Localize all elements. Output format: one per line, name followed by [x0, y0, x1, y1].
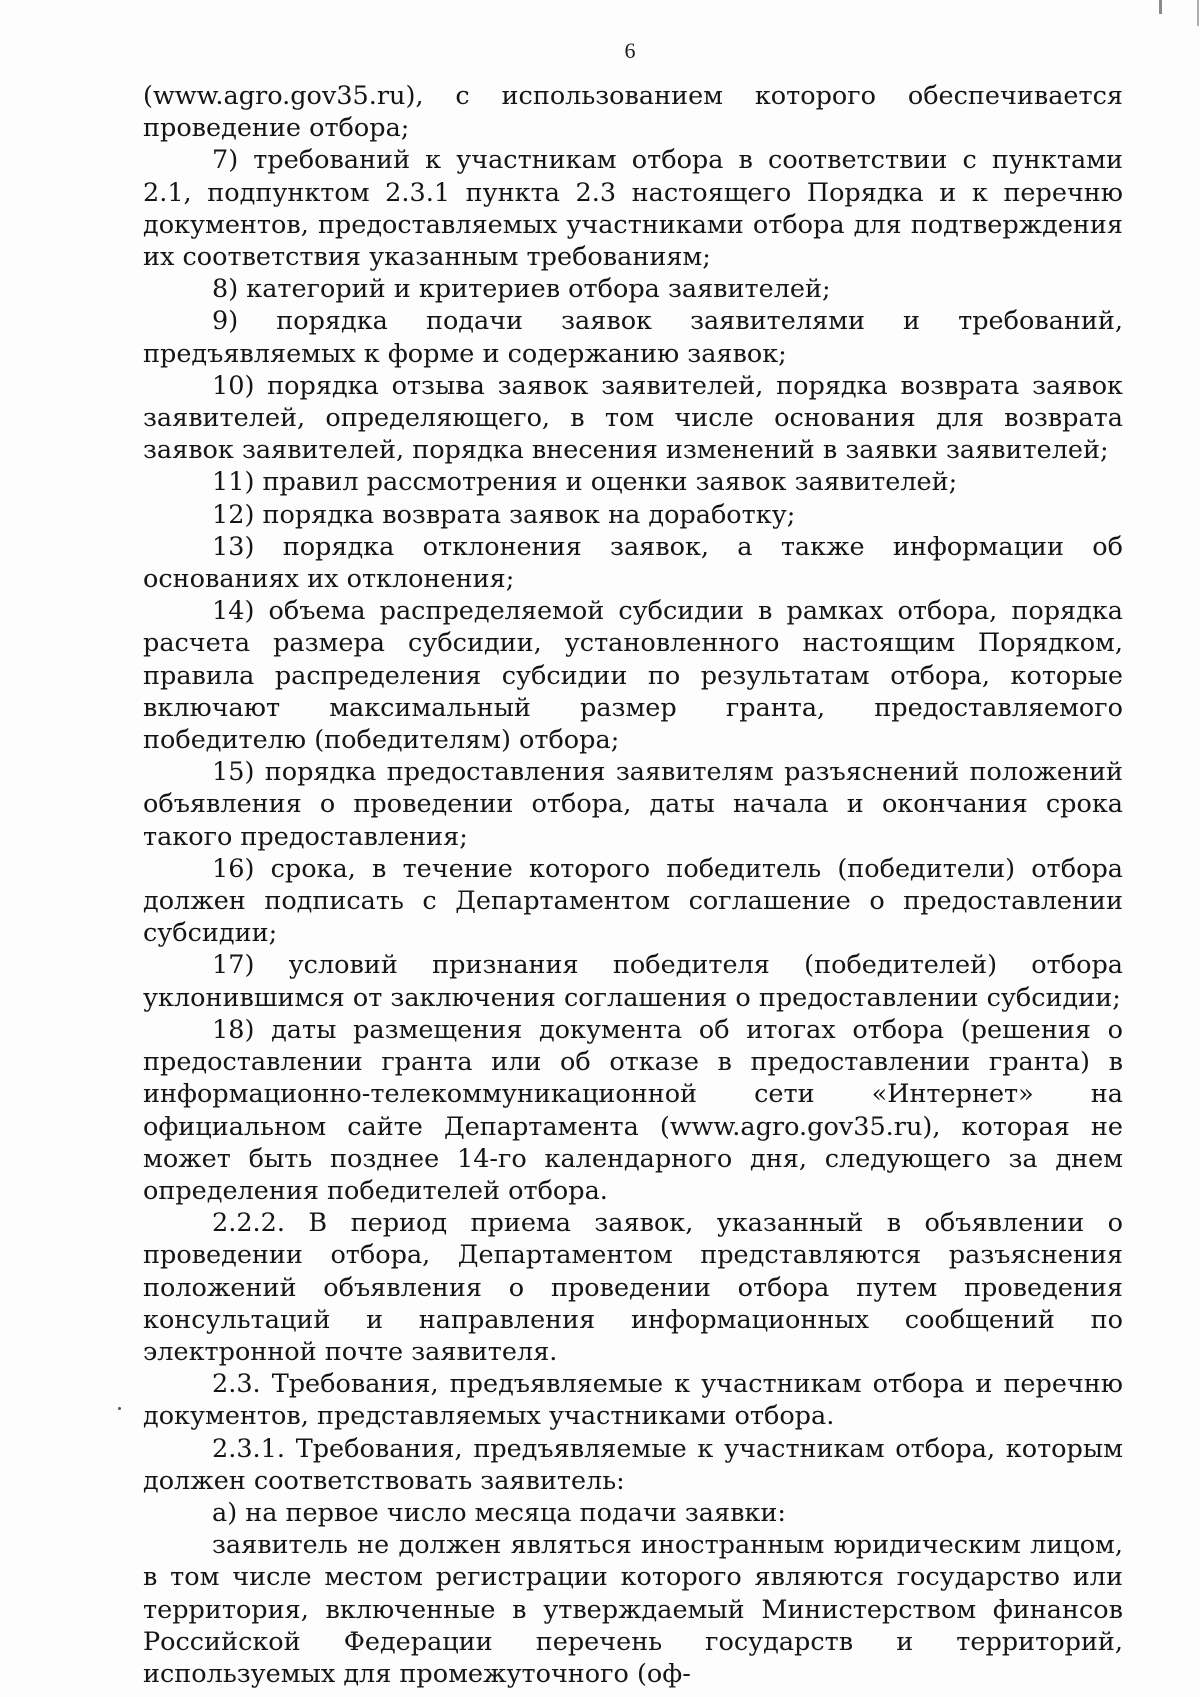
paragraph: а) на первое число месяца подачи заявки: [212, 1497, 786, 1528]
paragraph: 17) условий признания победителя (победителей) отбора уклонившимся от заключения соглашения о предоставлении субсидии; [143, 950, 1123, 1013]
paragraph: 13) порядка отклонения заявок, а также информации об основаниях их отклонения; [143, 531, 1123, 595]
paragraph: 16) срока, в течение которого победитель (победители) отбора должен подписать с Департаментом соглашение о предоставлении субсидии; [143, 853, 1123, 949]
paragraph: (www.agro.gov35.ru), с использованием которого обеспечивается проведение отбора; [143, 81, 1123, 144]
paragraph: 2.2.2. В период приема заявок, указанный в объявлении о проведении отбора, Департаментом представляются разъяснения положений объявления о проведении отбора путем проведения консультаций и направления информационных сообщений по электронной почте заявителя. [143, 1208, 1123, 1367]
paragraph: 11) правил рассмотрения и оценки заявок заявителей; [212, 467, 958, 498]
paragraph: 8) категорий и критериев отбора заявителей; [212, 274, 831, 305]
page-number: 6 [624, 38, 636, 63]
paragraph: 14) объема распределяемой субсидии в рамках отбора, порядка расчета размера субсидии, установленного настоящим Порядком, правила распределения субсидии по результатам отбора, которые включают максимальный размер гранта, предоставляемого победителю (победителям) отбора; [143, 596, 1123, 756]
paragraph: 18) даты размещения документа об итогах отбора (решения о предоставлении гранта или об отказе в предоставлении гранта) в информационно-телекоммуникационной сети «Интернет» на официальном сайте Департамента (www.agro.gov35.ru), которая не может быть позднее 14-го календарного дня, следующего за днем определения победителей отбора. [143, 1014, 1123, 1206]
paragraph: 12) порядка возврата заявок на доработку; [212, 499, 796, 530]
paragraph: 7) требований к участникам отбора в соответствии с пунктами 2.1, подпунктом 2.3.1 пункта 2.3 настоящего Порядка и к перечню документов, предоставляемых участниками отбора для подтверждения их соответствия указанным требованиям; [143, 145, 1123, 273]
scan-dot-mark [118, 1407, 121, 1410]
paragraph: 2.3. Требования, предъявляемые к участникам отбора и перечню документов, представляемых участниками отбора. [143, 1369, 1123, 1432]
paragraph: 10) порядка отзыва заявок заявителей, порядка возврата заявок заявителей, определяющего, в том числе основания для возврата заявок заявителей, порядка внесения изменений в заявки заявителей; [143, 370, 1123, 466]
paragraph: 2.3.1. Требования, предъявляемые к участникам отбора, которым должен соответствовать заявитель: [143, 1433, 1123, 1496]
document-body [143, 80, 1123, 1690]
scan-edge-mark [1197, 0, 1199, 26]
paragraph: 15) порядка предоставления заявителям разъяснений положений объявления о проведении отбора, даты начала и окончания срока такого предоставления; [143, 757, 1123, 852]
paragraph: 9) порядка подачи заявок заявителями и требований, предъявляемых к форме и содержанию заявок; [143, 306, 1123, 369]
paragraph: заявитель не должен являться иностранным юридическим лицом, в том числе местом регистрации которого являются государство или территория, включенные в утверждаемый Министерством финансов Российской Федерации перечень государств и территорий, используемых для промежуточного (оф- [143, 1530, 1123, 1689]
scan-artifact-mark [1159, 0, 1162, 14]
